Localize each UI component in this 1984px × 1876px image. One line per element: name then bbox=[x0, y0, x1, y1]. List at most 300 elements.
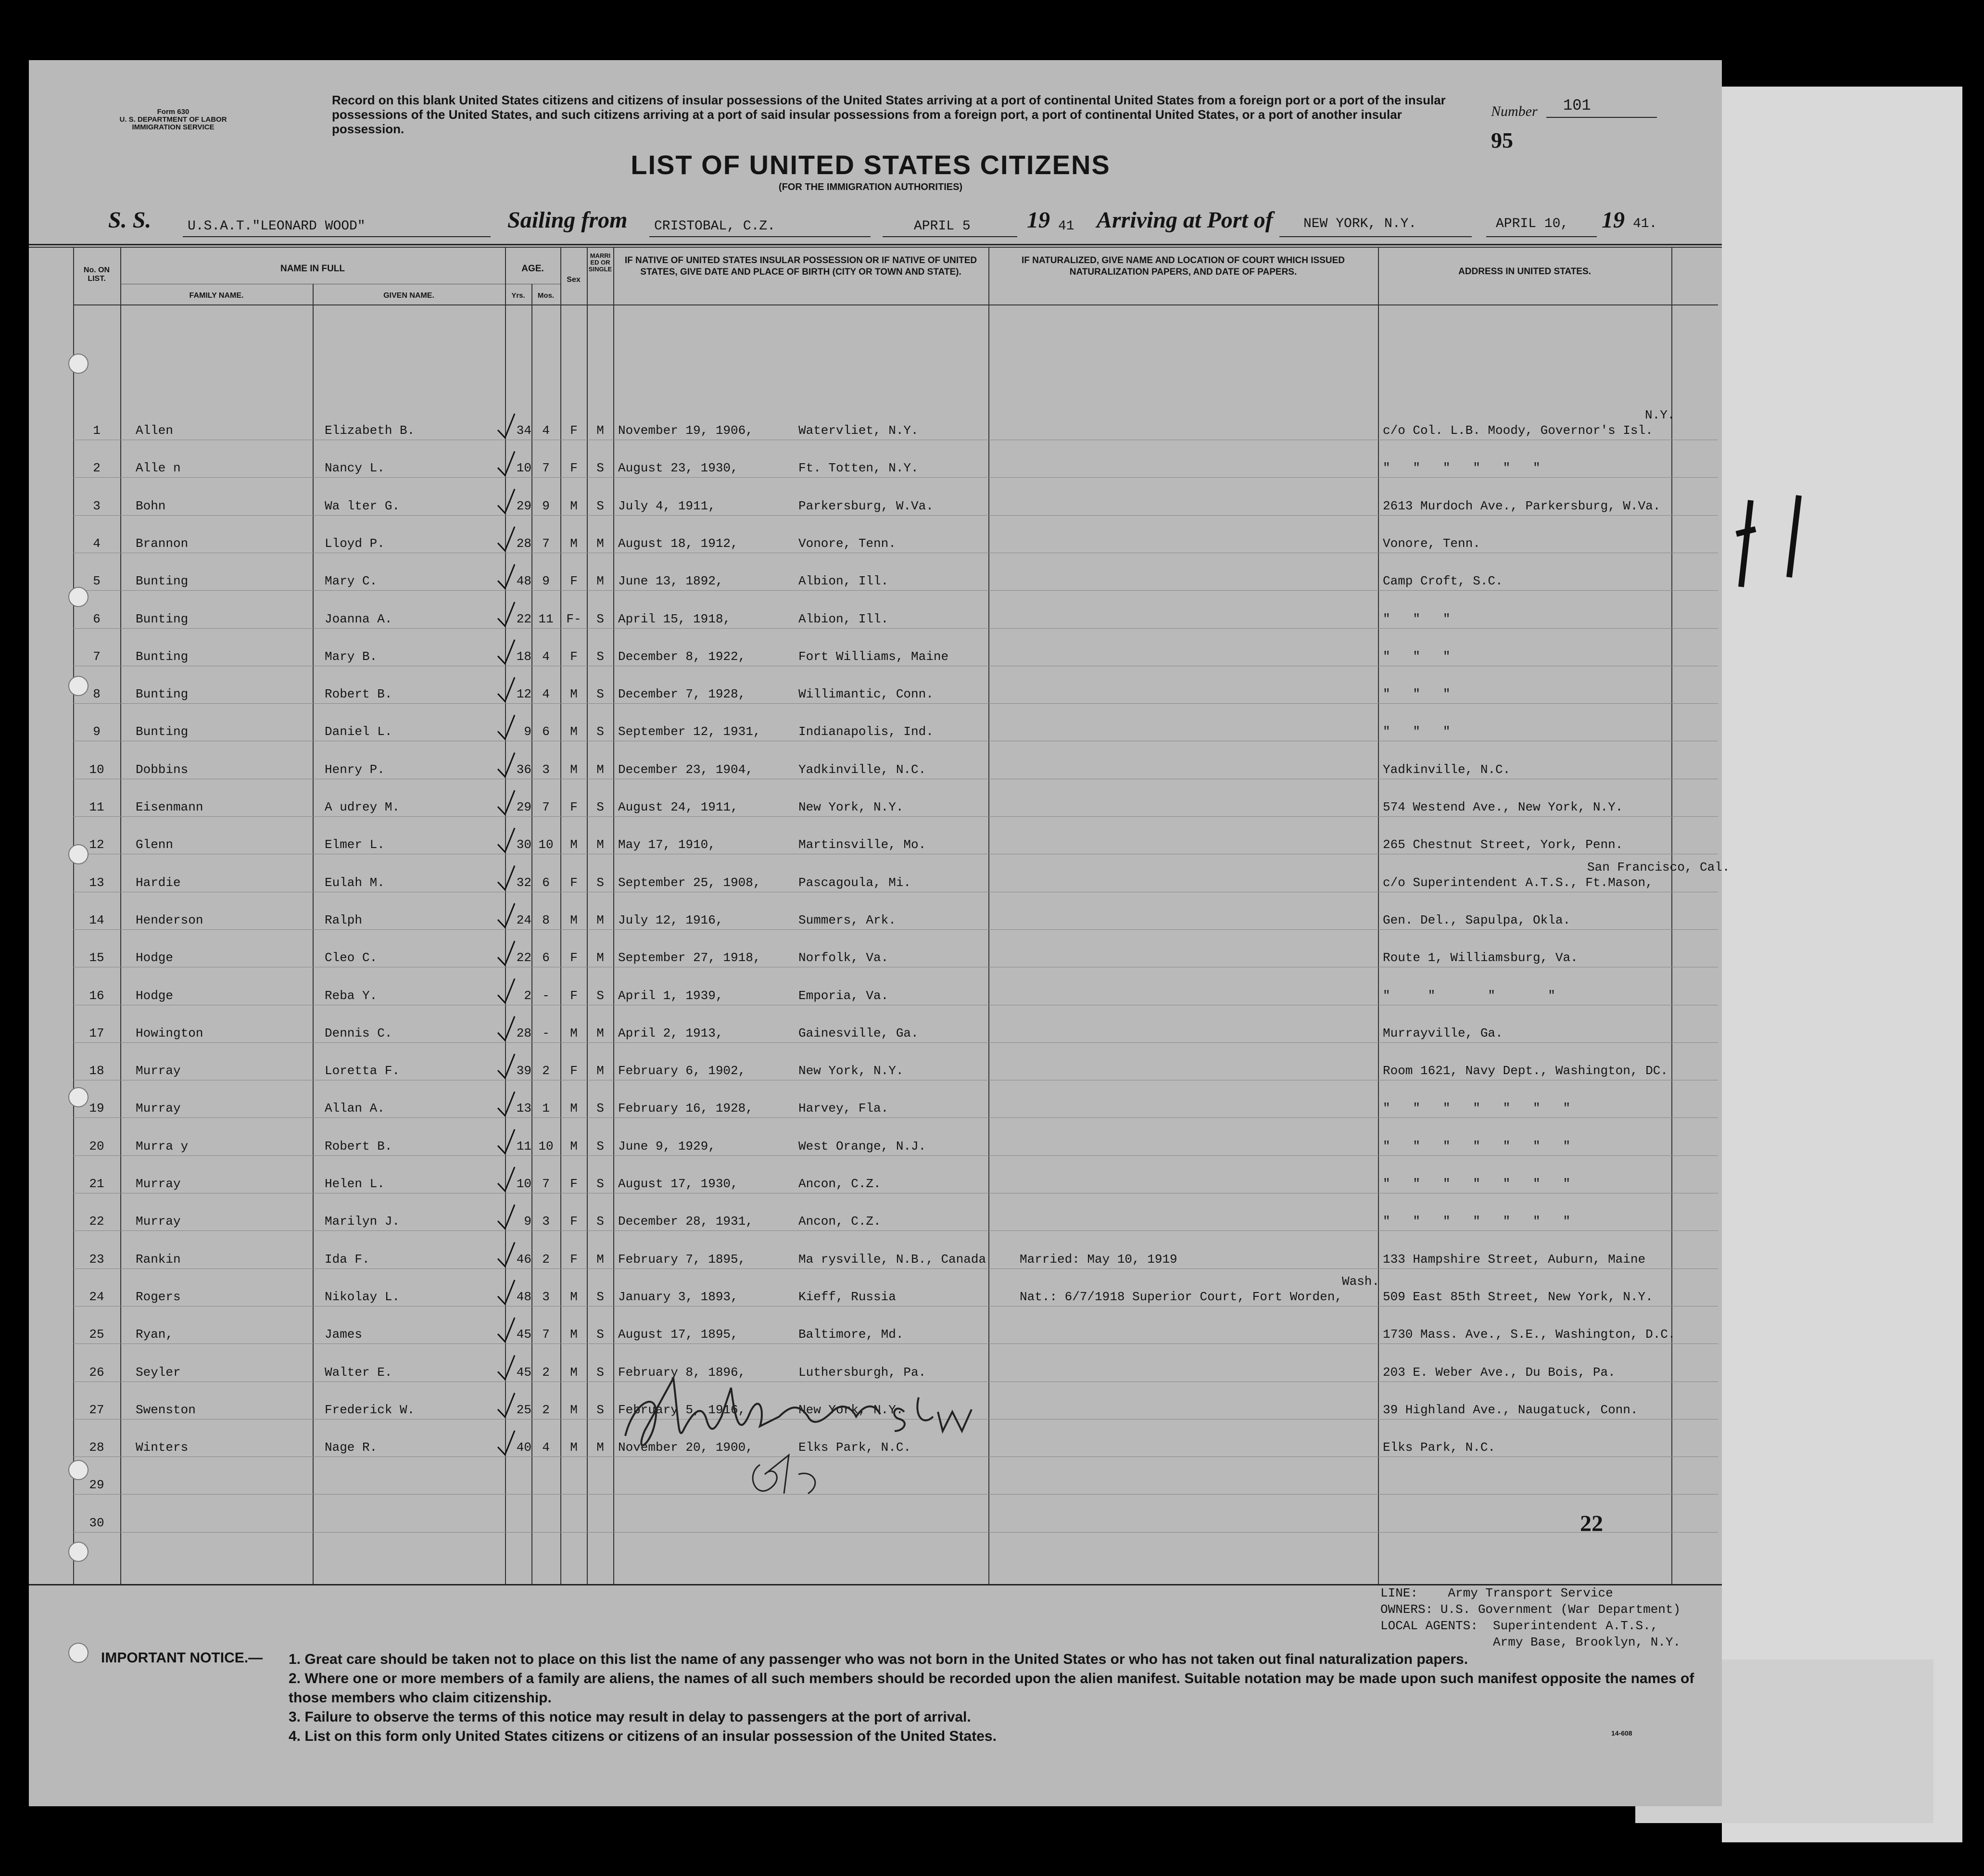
marital-status: S bbox=[596, 1101, 604, 1116]
birth-date: August 17, 1930, bbox=[618, 1177, 738, 1191]
arrival-port-underline bbox=[1279, 236, 1472, 237]
punch-hole bbox=[68, 354, 88, 374]
address: c/o Col. L.B. Moody, Governor's Isl. bbox=[1383, 423, 1653, 438]
punch-hole bbox=[68, 844, 88, 864]
birth-place: Vonore, Tenn. bbox=[798, 536, 896, 551]
age-years: 9 bbox=[524, 724, 531, 739]
age-years: 18 bbox=[516, 649, 531, 664]
marital-status: M bbox=[596, 1440, 604, 1455]
birth-place: Emporia, Va. bbox=[798, 988, 889, 1003]
row-number: 20 bbox=[89, 1139, 104, 1153]
header-address: ADDRESS IN UNITED STATES. bbox=[1458, 266, 1591, 277]
sex: M bbox=[570, 687, 578, 702]
arrival-port: NEW YORK, N.Y. bbox=[1303, 216, 1417, 231]
family-name: Bunting bbox=[136, 574, 189, 589]
marital-status: M bbox=[596, 1064, 604, 1078]
birth-place: Luthersburgh, Pa. bbox=[798, 1365, 926, 1380]
address: Murrayville, Ga. bbox=[1383, 1026, 1503, 1040]
birth-date: April 15, 1918, bbox=[618, 611, 731, 626]
sex: M bbox=[570, 498, 578, 513]
row-number: 6 bbox=[93, 611, 101, 626]
address: 133 Hampshire Street, Auburn, Maine bbox=[1383, 1252, 1646, 1267]
address: Vonore, Tenn. bbox=[1383, 536, 1480, 551]
age-years: 22 bbox=[516, 951, 531, 965]
age-years: 9 bbox=[524, 1214, 531, 1229]
sex: F- bbox=[566, 611, 581, 626]
given-name: Wa lter G. bbox=[325, 498, 400, 513]
given-name: Loretta F. bbox=[325, 1064, 400, 1078]
address: " " " bbox=[1383, 687, 1451, 702]
check-mark bbox=[498, 677, 515, 701]
header-months: Mos. bbox=[537, 292, 555, 300]
birth-date: November 19, 1906, bbox=[618, 423, 753, 438]
given-name: Nikolay L. bbox=[325, 1289, 400, 1304]
address: Route 1, Williamsburg, Va. bbox=[1383, 951, 1578, 965]
family-name: Glenn bbox=[136, 837, 174, 852]
birth-date: November 20, 1900, bbox=[618, 1440, 753, 1455]
marital-status: M bbox=[596, 762, 604, 777]
given-name: Joanna A. bbox=[325, 611, 392, 626]
check-mark bbox=[498, 1167, 515, 1191]
header-age: AGE. bbox=[521, 264, 544, 274]
sex: M bbox=[570, 762, 578, 777]
address: c/o Superintendent A.T.S., Ft.Mason, bbox=[1383, 875, 1653, 890]
family-name: Ryan, bbox=[136, 1327, 174, 1342]
birth-place: Ancon, C.Z. bbox=[798, 1177, 881, 1191]
family-name: Allen bbox=[136, 423, 174, 438]
footer-line: Army Base, Brooklyn, N.Y. bbox=[1380, 1635, 1681, 1649]
birth-date: December 8, 1922, bbox=[618, 649, 746, 664]
age-months: 7 bbox=[542, 536, 550, 551]
row-number: 3 bbox=[93, 498, 101, 513]
record-instructions: Record on this blank United States citizens and citizens of insular possessions of the United States arriving at a port of continental United States from a foreign port or a port of the insular possessions of the United States, and such citizens arriving at a port of said insular possessions from a foreign port, a port of continental United States, or a port of another insular possession. bbox=[332, 93, 1446, 136]
check-mark bbox=[498, 414, 515, 438]
arrival-year: 41. bbox=[1633, 216, 1657, 231]
age-years: 24 bbox=[516, 913, 531, 927]
marital-status: M bbox=[596, 423, 604, 438]
row-number: 17 bbox=[89, 1026, 104, 1040]
check-mark bbox=[498, 790, 515, 814]
footer-line: OWNERS: U.S. Government (War Department) bbox=[1380, 1602, 1681, 1617]
birth-place: Parkersburg, W.Va. bbox=[798, 498, 934, 513]
family-name: Hodge bbox=[136, 951, 174, 965]
family-name: Murra y bbox=[136, 1139, 189, 1153]
arrival-year-prefix: 19 bbox=[1602, 207, 1625, 233]
address: 509 East 85th Street, New York, N.Y. bbox=[1383, 1289, 1653, 1304]
sex: M bbox=[570, 1026, 578, 1040]
sex: F bbox=[570, 875, 578, 890]
sex: F bbox=[570, 574, 578, 589]
family-name: Winters bbox=[136, 1440, 189, 1455]
address: 574 Westend Ave., New York, N.Y. bbox=[1383, 800, 1623, 814]
age-months: 2 bbox=[542, 1365, 550, 1380]
age-months: 2 bbox=[542, 1064, 550, 1078]
birth-place: Indianapolis, Ind. bbox=[798, 724, 934, 739]
marital-status: S bbox=[596, 687, 604, 702]
age-years: 48 bbox=[516, 574, 531, 589]
background-sheet bbox=[1722, 87, 1962, 1842]
age-months: 6 bbox=[542, 875, 550, 890]
age-months: 7 bbox=[542, 461, 550, 476]
given-name: Henry P. bbox=[325, 762, 385, 777]
address: " " " " " " " bbox=[1383, 1101, 1571, 1116]
sailing-date-underline bbox=[883, 236, 1017, 237]
age-months: 2 bbox=[542, 1402, 550, 1417]
age-years: 46 bbox=[516, 1252, 531, 1267]
check-mark bbox=[498, 1318, 515, 1342]
birth-date: December 7, 1928, bbox=[618, 687, 746, 702]
check-mark bbox=[498, 753, 515, 777]
family-name: Murray bbox=[136, 1064, 181, 1078]
sex: F bbox=[570, 1177, 578, 1191]
page-subtitle: (FOR THE IMMIGRATION AUTHORITIES) bbox=[778, 182, 963, 192]
sailing-label: Sailing from bbox=[507, 207, 628, 233]
row-number: 5 bbox=[93, 574, 101, 589]
check-mark bbox=[498, 527, 515, 551]
address: " " " " bbox=[1383, 988, 1555, 1003]
sailing-port: CRISTOBAL, C.Z. bbox=[654, 219, 776, 234]
marital-status: M bbox=[596, 1026, 604, 1040]
check-mark bbox=[498, 1091, 515, 1115]
birth-date: February 5, 1916, bbox=[618, 1402, 746, 1417]
check-mark bbox=[498, 1393, 515, 1417]
age-years: 28 bbox=[516, 536, 531, 551]
marital-status: S bbox=[596, 988, 604, 1003]
age-months: 1 bbox=[542, 1101, 550, 1116]
age-years: 10 bbox=[516, 1177, 531, 1191]
marital-status: M bbox=[596, 536, 604, 551]
sailing-date: APRIL 5 bbox=[914, 219, 971, 234]
family-name: Rankin bbox=[136, 1252, 181, 1267]
birth-date: January 3, 1893, bbox=[618, 1289, 738, 1304]
age-years: 22 bbox=[516, 611, 531, 626]
birth-date: June 9, 1929, bbox=[618, 1139, 716, 1153]
sex: F bbox=[570, 423, 578, 438]
sex: M bbox=[570, 913, 578, 927]
handwritten-signature bbox=[606, 1359, 1039, 1551]
row-number: 21 bbox=[89, 1177, 104, 1191]
sex: F bbox=[570, 649, 578, 664]
birth-place: Albion, Ill. bbox=[798, 574, 889, 589]
address: Camp Croft, S.C. bbox=[1383, 574, 1503, 589]
row-number: 8 bbox=[93, 687, 101, 702]
address: " " " " " " bbox=[1383, 461, 1541, 476]
sex: M bbox=[570, 1139, 578, 1153]
given-name: James bbox=[325, 1327, 363, 1342]
check-mark bbox=[498, 1129, 515, 1153]
birth-place: Gainesville, Ga. bbox=[798, 1026, 919, 1040]
row-number: 2 bbox=[93, 461, 101, 476]
row-number: 11 bbox=[89, 800, 104, 814]
header-years: Yrs. bbox=[511, 292, 525, 300]
row-number: 29 bbox=[89, 1478, 104, 1493]
sailing-year-prefix: 19 bbox=[1027, 207, 1050, 233]
sex: M bbox=[570, 724, 578, 739]
sex: M bbox=[570, 1327, 578, 1342]
given-name: Reba Y. bbox=[325, 988, 378, 1003]
age-years: 40 bbox=[516, 1440, 531, 1455]
form-code: 14-608 bbox=[1611, 1729, 1632, 1737]
birth-place: West Orange, N.J. bbox=[798, 1139, 926, 1153]
age-check-marks bbox=[29, 60, 558, 1599]
birth-date: February 6, 1902, bbox=[618, 1064, 746, 1078]
birth-date: December 23, 1904, bbox=[618, 762, 753, 777]
given-name: Robert B. bbox=[325, 1139, 392, 1153]
family-name: Rogers bbox=[136, 1289, 181, 1304]
given-name: Robert B. bbox=[325, 687, 392, 702]
age-years: 28 bbox=[516, 1026, 531, 1040]
birth-place: Watervliet, N.Y. bbox=[798, 423, 919, 438]
stamp-number: 95 bbox=[1491, 128, 1513, 152]
check-mark bbox=[498, 640, 515, 664]
birth-place: Ft. Totten, N.Y. bbox=[798, 461, 919, 476]
age-months: 7 bbox=[542, 800, 550, 814]
age-months: 4 bbox=[542, 423, 550, 438]
row-number: 23 bbox=[89, 1252, 104, 1267]
family-name: Bunting bbox=[136, 687, 189, 702]
age-months: 4 bbox=[542, 687, 550, 702]
birth-place: Ancon, C.Z. bbox=[798, 1214, 881, 1229]
birth-date: August 18, 1912, bbox=[618, 536, 738, 551]
marital-status: M bbox=[596, 1252, 604, 1267]
form-id-line: Form 630 bbox=[157, 108, 190, 116]
age-years: 32 bbox=[516, 875, 531, 890]
age-years: 29 bbox=[516, 498, 531, 513]
family-name: Alle n bbox=[136, 461, 181, 476]
sex: F bbox=[570, 800, 578, 814]
birth-place: Ma rysville, N.B., Canada bbox=[798, 1252, 986, 1267]
header-family-name: FAMILY NAME. bbox=[189, 292, 244, 300]
given-name: Ralph bbox=[325, 913, 363, 927]
age-months: 8 bbox=[542, 913, 550, 927]
check-mark bbox=[498, 1280, 515, 1304]
number-value: 101 bbox=[1563, 97, 1591, 114]
given-name: Elizabeth B. bbox=[325, 423, 415, 438]
birth-place: New York, N.Y. bbox=[798, 800, 904, 814]
given-name: Frederick W. bbox=[325, 1402, 415, 1417]
age-months: 6 bbox=[542, 724, 550, 739]
header-no: No. ON LIST. bbox=[83, 266, 110, 283]
marital-status: S bbox=[596, 1365, 604, 1380]
page-count-stamp: 22 bbox=[1580, 1511, 1603, 1536]
family-name: Bunting bbox=[136, 611, 189, 626]
age-years: 25 bbox=[516, 1402, 531, 1417]
given-name: Walter E. bbox=[325, 1365, 392, 1380]
given-name: Nancy L. bbox=[325, 461, 385, 476]
birth-date: August 24, 1911, bbox=[618, 800, 738, 814]
birth-place: Fort Williams, Maine bbox=[798, 649, 949, 664]
given-name: Allan A. bbox=[325, 1101, 385, 1116]
birth-date: June 13, 1892, bbox=[618, 574, 723, 589]
sex: F bbox=[570, 1252, 578, 1267]
check-mark bbox=[498, 979, 515, 1003]
row-number: 28 bbox=[89, 1440, 104, 1455]
punch-hole bbox=[68, 1643, 88, 1663]
age-months: 4 bbox=[542, 649, 550, 664]
family-name: Murray bbox=[136, 1101, 181, 1116]
sex: M bbox=[570, 1440, 578, 1455]
punch-hole bbox=[68, 1087, 88, 1107]
age-months: 2 bbox=[542, 1252, 550, 1267]
col-line bbox=[560, 247, 561, 1584]
birth-place: Elks Park, N.C. bbox=[798, 1440, 911, 1455]
notice-item-2: 2. Where one or more members of a family are aliens, the names of all such members should be recorded upon the alien manifest. Suitable notation may be made upon such manifest opposite the names of those members who claim citizenship. bbox=[289, 1671, 1694, 1706]
row-number: 7 bbox=[93, 649, 101, 664]
row-number: 18 bbox=[89, 1064, 104, 1078]
check-mark bbox=[498, 715, 515, 739]
age-months: 10 bbox=[538, 837, 554, 852]
given-name: A udrey M. bbox=[325, 800, 400, 814]
family-name: Hodge bbox=[136, 988, 174, 1003]
punch-hole bbox=[68, 676, 88, 696]
line-owners-info bbox=[1380, 1585, 1746, 1650]
birth-place: New York, N.Y. bbox=[798, 1064, 904, 1078]
age-years: 34 bbox=[516, 423, 531, 438]
family-name: Murray bbox=[136, 1214, 181, 1229]
birth-date: September 25, 1908, bbox=[618, 875, 761, 890]
age-years: 13 bbox=[516, 1101, 531, 1116]
age-months: 4 bbox=[542, 1440, 550, 1455]
row-number: 16 bbox=[89, 988, 104, 1003]
marital-status: S bbox=[596, 1402, 604, 1417]
row-number: 14 bbox=[89, 913, 104, 927]
address: Elks Park, N.C. bbox=[1383, 1440, 1496, 1455]
notice-title: IMPORTANT NOTICE.— bbox=[101, 1650, 263, 1666]
margin-marks bbox=[1731, 491, 1828, 596]
ss-label: S. S. bbox=[108, 207, 152, 233]
age-months: - bbox=[542, 988, 550, 1003]
birth-date: September 27, 1918, bbox=[618, 951, 761, 965]
birth-date: April 2, 1913, bbox=[618, 1026, 723, 1040]
row-number: 19 bbox=[89, 1101, 104, 1116]
address: " " " bbox=[1383, 611, 1451, 626]
sex: M bbox=[570, 1402, 578, 1417]
given-name: Dennis C. bbox=[325, 1026, 392, 1040]
age-months: 7 bbox=[542, 1327, 550, 1342]
birth-place: Harvey, Fla. bbox=[798, 1101, 889, 1116]
sex: F bbox=[570, 1064, 578, 1078]
age-years: 45 bbox=[516, 1327, 531, 1342]
footer-line: LOCAL AGENTS: Superintendent A.T.S., bbox=[1380, 1619, 1658, 1633]
birth-date: August 23, 1930, bbox=[618, 461, 738, 476]
given-name: Eulah M. bbox=[325, 875, 385, 890]
given-name: Helen L. bbox=[325, 1177, 385, 1191]
family-name: Henderson bbox=[136, 913, 203, 927]
sex: M bbox=[570, 1365, 578, 1380]
age-months: 3 bbox=[542, 1214, 550, 1229]
check-mark bbox=[498, 1204, 515, 1229]
row-number: 24 bbox=[89, 1289, 104, 1304]
family-name: Bunting bbox=[136, 724, 189, 739]
marital-status: S bbox=[596, 1289, 604, 1304]
col-line bbox=[1378, 247, 1379, 1584]
age-months: 3 bbox=[542, 762, 550, 777]
address: " " " " " " " bbox=[1383, 1139, 1571, 1153]
row-number: 27 bbox=[89, 1402, 104, 1417]
birth-place: Norfolk, Va. bbox=[798, 951, 889, 965]
naturalization-continuation: Wash. bbox=[1342, 1274, 1380, 1289]
header-sex: Sex bbox=[567, 276, 581, 284]
marital-status: S bbox=[596, 1327, 604, 1342]
col-line bbox=[1671, 247, 1672, 1584]
family-name: Dobbins bbox=[136, 762, 189, 777]
address-continuation: San Francisco, Cal. bbox=[1587, 860, 1730, 875]
row-number: 4 bbox=[93, 536, 101, 551]
family-name: Bunting bbox=[136, 649, 189, 664]
punch-hole bbox=[68, 587, 88, 607]
age-months: 11 bbox=[538, 611, 554, 626]
marital-status: M bbox=[596, 837, 604, 852]
birth-date: April 1, 1939, bbox=[618, 988, 723, 1003]
marital-status: S bbox=[596, 611, 604, 626]
age-years: 29 bbox=[516, 800, 531, 814]
marital-status: M bbox=[596, 574, 604, 589]
marital-status: S bbox=[596, 1214, 604, 1229]
family-name: Eisenmann bbox=[136, 800, 203, 814]
form-id-line: U. S. DEPARTMENT OF LABOR bbox=[119, 115, 227, 124]
marital-status: S bbox=[596, 649, 604, 664]
check-mark bbox=[498, 828, 515, 852]
given-name: Marilyn J. bbox=[325, 1214, 400, 1229]
sailing-year: 41 bbox=[1058, 219, 1074, 234]
col-line bbox=[587, 247, 588, 1584]
birth-place: New York, N.Y. bbox=[798, 1402, 904, 1417]
address: " " " bbox=[1383, 724, 1451, 739]
row-number: 1 bbox=[93, 423, 101, 438]
address: " " " " " " " bbox=[1383, 1177, 1571, 1191]
header-given-name: GIVEN NAME. bbox=[383, 292, 434, 300]
birth-date: September 12, 1931, bbox=[618, 724, 761, 739]
given-name: Mary B. bbox=[325, 649, 378, 664]
age-months: 9 bbox=[542, 574, 550, 589]
row-number: 25 bbox=[89, 1327, 104, 1342]
row-number: 26 bbox=[89, 1365, 104, 1380]
ship-name: U.S.A.T."LEONARD WOOD" bbox=[188, 219, 366, 234]
family-name: Hardie bbox=[136, 875, 181, 890]
age-months: 9 bbox=[542, 498, 550, 513]
notice-item-4: 4. List on this form only United States citizens or citizens of an insular possession of the United States. bbox=[289, 1728, 997, 1744]
age-years: 2 bbox=[524, 988, 531, 1003]
address: 1730 Mass. Ave., S.E., Washington, D.C. bbox=[1383, 1327, 1676, 1342]
sex: F bbox=[570, 461, 578, 476]
address-continuation: N.Y. bbox=[1645, 408, 1675, 422]
address: 203 E. Weber Ave., Du Bois, Pa. bbox=[1383, 1365, 1616, 1380]
sex: M bbox=[570, 536, 578, 551]
family-name: Seyler bbox=[136, 1365, 181, 1380]
family-name: Bohn bbox=[136, 498, 166, 513]
sex: M bbox=[570, 1101, 578, 1116]
row-number: 10 bbox=[89, 762, 104, 777]
check-mark bbox=[498, 1016, 515, 1040]
birth-date: February 8, 1896, bbox=[618, 1365, 746, 1380]
header-name-in-full: NAME IN FULL bbox=[280, 264, 345, 274]
number-underline bbox=[1546, 117, 1657, 118]
punch-hole bbox=[68, 1542, 88, 1562]
birth-place: Summers, Ark. bbox=[798, 913, 896, 927]
age-years: 39 bbox=[516, 1064, 531, 1078]
birth-date: August 17, 1895, bbox=[618, 1327, 738, 1342]
address: " " " bbox=[1383, 649, 1451, 664]
row-number: 22 bbox=[89, 1214, 104, 1229]
given-name: Ida F. bbox=[325, 1252, 370, 1267]
birth-place: Pascagoula, Mi. bbox=[798, 875, 911, 890]
header-married-single: MARRIED OR SINGLE bbox=[588, 252, 612, 273]
birth-place: Kieff, Russia bbox=[798, 1289, 896, 1304]
family-name: Howington bbox=[136, 1026, 203, 1040]
given-name: Lloyd P. bbox=[325, 536, 385, 551]
family-name: Murray bbox=[136, 1177, 181, 1191]
marital-status: S bbox=[596, 461, 604, 476]
